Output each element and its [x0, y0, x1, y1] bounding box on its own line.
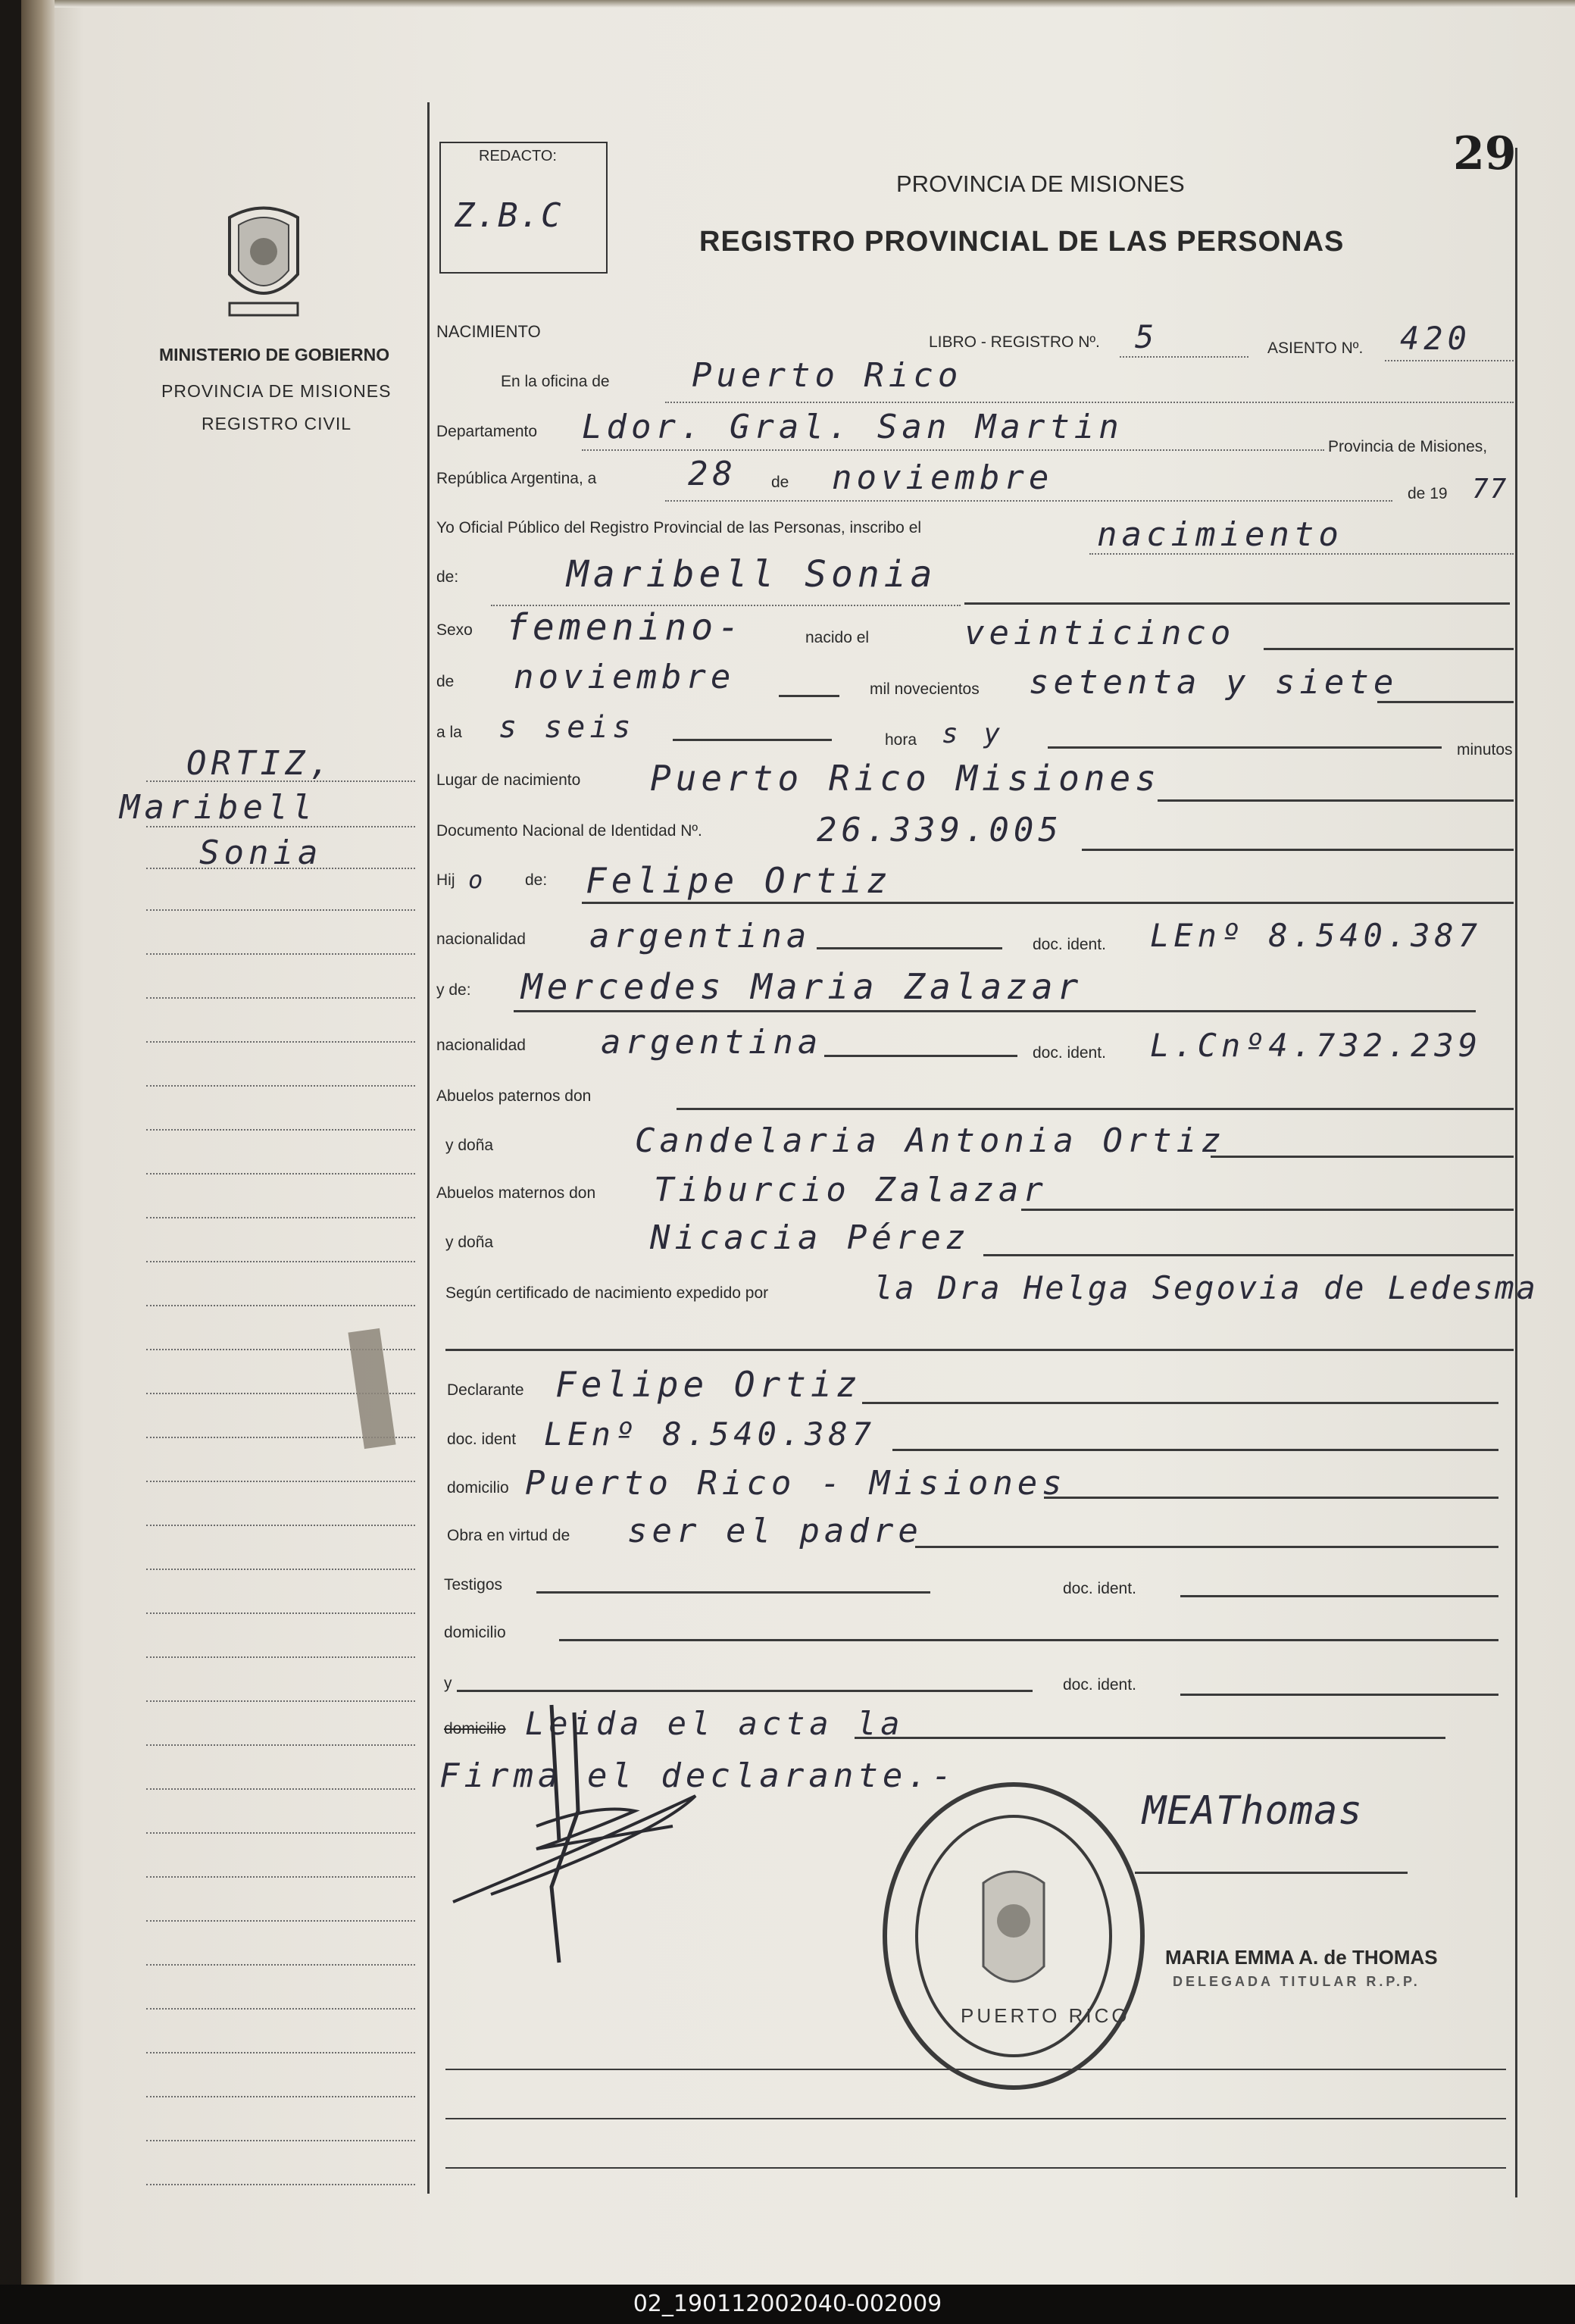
certificado-value: la Dra Helga Segovia de Ledesma [873, 1269, 1538, 1306]
margin-line [146, 953, 415, 955]
y-label: y [444, 1675, 452, 1692]
hora-value: s y [942, 718, 1005, 749]
margin-line [146, 1481, 415, 1482]
lugar-value: Puerto Rico Misiones [650, 758, 1161, 799]
hijo-label: Hij [436, 871, 455, 889]
official-title: DELEGADA TITULAR R.P.P. [1173, 1974, 1420, 1989]
docd-label: doc. ident [447, 1431, 517, 1448]
tape-mark [348, 1328, 395, 1449]
dona1-label: y doña [445, 1137, 494, 1154]
margin-line [146, 1876, 415, 1878]
margin-line [146, 2140, 415, 2141]
margin-second-name: Sonia [199, 834, 323, 872]
nac1-label: nacionalidad [436, 931, 526, 948]
yde-label: y de: [436, 981, 471, 999]
libro-label: LIBRO - REGISTRO Nº. [929, 333, 1100, 351]
margin-line [146, 1788, 415, 1790]
asiento-value: 420 [1400, 320, 1471, 357]
margin-surname: ORTIZ, [186, 744, 334, 783]
oficial-line [1089, 553, 1514, 555]
testigos-line [536, 1591, 930, 1594]
page-number: 29 [1453, 127, 1517, 180]
margin-line [146, 2008, 415, 2010]
fecha-line [665, 500, 1392, 502]
redacto-label: REDACTO: [479, 148, 557, 164]
abuelos-mat-label: Abuelos maternos don [436, 1184, 596, 1202]
mes-value: noviembre [832, 458, 1054, 497]
departamento-value: Ldor. Gral. San Martin [582, 408, 1123, 446]
mil-label: mil novecientos [870, 680, 980, 698]
margin-line [146, 1129, 415, 1131]
oficial-value: nacimiento [1097, 515, 1343, 554]
departamento-line [582, 449, 1324, 451]
alas-value: s seis [498, 710, 636, 745]
de3-label: de [436, 673, 455, 690]
margin-first-name: Maribell [120, 788, 317, 827]
domicilio-value: Puerto Rico - Misiones [525, 1464, 1067, 1503]
margin-line [146, 1656, 415, 1658]
nacido-line [1264, 648, 1514, 650]
hora-line [1048, 746, 1442, 749]
left-frame-line [427, 102, 430, 2194]
republica-label: República Argentina, a [436, 470, 597, 487]
firma-value: Firma el declarante.- [439, 1756, 957, 1795]
ruled-line [445, 2069, 1506, 2070]
doc1-label: doc. ident. [1033, 936, 1106, 953]
mes2-line [779, 695, 839, 697]
dni-line [1082, 849, 1514, 851]
margin-line [146, 1569, 415, 1570]
certificado-label: Según certificado de nacimiento expedido por [445, 1284, 769, 1302]
nombre-line [964, 602, 1510, 605]
alas-label: a la [436, 724, 462, 741]
nac2-label: nacionalidad [436, 1037, 526, 1054]
nombre-value: Maribell Sonia [567, 553, 937, 596]
docd-value: LEnº 8.540.387 [544, 1415, 877, 1453]
sexo-value: femenino- [506, 606, 745, 649]
margin-line [146, 997, 415, 999]
madre-line [514, 1010, 1476, 1012]
crest-emblem [214, 199, 313, 320]
nacido-label: nacido el [805, 629, 870, 646]
domicilio3-label: domicilio [444, 1720, 506, 1738]
declarant-signature [445, 1697, 764, 1970]
margin-line [146, 868, 415, 869]
dona1-value: Candelaria Antonia Ortiz [635, 1121, 1226, 1160]
right-frame-line [1515, 148, 1517, 2197]
dia-value: 28 [688, 455, 737, 493]
abuelos-mat-line [1021, 1209, 1514, 1211]
doc2-label: doc. ident. [1033, 1044, 1106, 1062]
left-registry: REGISTRO CIVIL [202, 414, 352, 433]
mil-value: setenta y siete [1029, 663, 1398, 702]
obra-line [915, 1546, 1498, 1548]
margin-line [146, 1744, 415, 1746]
redacto-value: Z.B.C [455, 196, 563, 235]
abuelos-pat-label: Abuelos paternos don [436, 1087, 592, 1105]
margin-line [146, 1525, 415, 1526]
hijo-de-label: de: [525, 871, 548, 889]
dona1-line [1211, 1156, 1514, 1158]
margin-line [146, 780, 415, 782]
margin-line [146, 1920, 415, 1922]
anio-label: de 19 [1408, 485, 1448, 502]
anio-value: 77 [1472, 474, 1508, 505]
margin-line [146, 1217, 415, 1218]
obra-value: ser el padre [627, 1512, 923, 1550]
margin-line [146, 1964, 415, 1966]
leida-value: Leida el acta la [525, 1705, 905, 1742]
provincia-label: Provincia de Misiones, [1328, 438, 1488, 455]
page-top-edge [55, 0, 1575, 8]
margin-line [146, 1173, 415, 1175]
ruled-line [445, 2118, 1506, 2119]
margin-line [146, 909, 415, 911]
oficina-label: En la oficina de [501, 373, 610, 390]
domicilio-label: domicilio [447, 1479, 509, 1497]
certificado-line [445, 1349, 1514, 1351]
document-page [21, 0, 1575, 2285]
mes2-value: noviembre [514, 658, 736, 696]
doc4-label: doc. ident. [1063, 1676, 1136, 1694]
left-province: PROVINCIA DE MISIONES [161, 381, 392, 401]
domicilio2-line [559, 1639, 1498, 1641]
margin-line [146, 826, 415, 827]
nac2-value: argentina [601, 1023, 823, 1062]
y-line [457, 1690, 1033, 1692]
lugar-label: Lugar de nacimiento [436, 771, 581, 789]
domicilio2-label: domicilio [444, 1624, 506, 1641]
padre-line [582, 902, 1514, 904]
nac1-line [817, 947, 1002, 949]
margin-line [146, 1832, 415, 1834]
alas-line [673, 739, 832, 741]
dni-value: 26.339.005 [817, 811, 1063, 849]
header-title: REGISTRO PROVINCIAL DE LAS PERSONAS [699, 226, 1345, 258]
libro-line [1120, 356, 1248, 358]
dni-label: Documento Nacional de Identidad Nº. [436, 822, 702, 840]
minutos-label: minutos [1457, 741, 1513, 759]
hijo-value: o [468, 865, 488, 894]
official-name: MARIA EMMA A. de THOMAS [1165, 1946, 1438, 1969]
official-signature-line [1135, 1872, 1408, 1874]
declarante-value: Felipe Ortiz [555, 1364, 862, 1405]
abuelos-mat-value: Tiburcio Zalazar [654, 1171, 1048, 1209]
leida-line [855, 1737, 1445, 1739]
doc2-value: L.Cnº4.732.239 [1150, 1027, 1483, 1064]
nac1-value: argentina [589, 917, 811, 956]
lugar-line [1158, 799, 1514, 802]
margin-line [146, 2184, 415, 2185]
madre-value: Mercedes Maria Zalazar [521, 966, 1083, 1007]
doc3-line [1180, 1595, 1498, 1597]
asiento-label: ASIENTO Nº. [1267, 339, 1364, 357]
declarante-line [862, 1402, 1498, 1404]
margin-line [146, 1700, 415, 1702]
padre-value: Felipe Ortiz [586, 860, 892, 901]
libro-value: 5 [1135, 318, 1159, 355]
dona2-value: Nicacia Pérez [650, 1218, 970, 1257]
asiento-line [1385, 360, 1514, 361]
margin-line [146, 1261, 415, 1262]
doc4-line [1180, 1694, 1498, 1696]
left-ministry: MINISTERIO DE GOBIERNO [159, 345, 390, 364]
doc1-value: LEnº 8.540.387 [1150, 917, 1483, 954]
margin-line [146, 2096, 415, 2097]
sexo-label: Sexo [436, 621, 473, 639]
de-label: de [771, 474, 789, 491]
dona2-label: y doña [445, 1234, 494, 1251]
nacido-value: veinticinco [964, 614, 1236, 652]
domicilio-line [1044, 1497, 1498, 1499]
mil-line [1377, 701, 1514, 703]
redacto-box [439, 142, 608, 274]
header-province: PROVINCIA DE MISIONES [896, 170, 1185, 197]
margin-line [146, 1041, 415, 1043]
margin-line [146, 2052, 415, 2053]
oficial-label: Yo Oficial Público del Registro Provincial de las Personas, inscribo el [436, 519, 922, 536]
footer-caption: 02_190112002040-002009 [0, 2285, 1575, 2324]
oficina-value: Puerto Rico [692, 356, 963, 395]
hora-label: hora [885, 731, 917, 749]
docd-line [892, 1449, 1498, 1451]
abuelos-pat-line [677, 1108, 1514, 1110]
obra-label: Obra en virtud de [447, 1527, 570, 1544]
nacimiento-label: NACIMIENTO [436, 322, 541, 341]
doc3-label: doc. ident. [1063, 1580, 1136, 1597]
book-binding [21, 0, 55, 2285]
declarante-label: Declarante [447, 1381, 524, 1399]
de2-label: de: [436, 568, 459, 586]
departamento-label: Departamento [436, 423, 538, 440]
oficina-line [665, 402, 1514, 403]
margin-line [146, 1085, 415, 1087]
official-seal [870, 1777, 1158, 2095]
nac2-line [824, 1055, 1017, 1057]
ruled-line [445, 2167, 1506, 2169]
official-signature: MEAThomas [1142, 1788, 1363, 1834]
seal-center-text: PUERTO RICO [961, 2004, 1130, 2027]
margin-line [146, 1305, 415, 1306]
dona2-line [983, 1254, 1514, 1256]
testigos-label: Testigos [444, 1576, 503, 1594]
margin-line [146, 1612, 415, 1614]
